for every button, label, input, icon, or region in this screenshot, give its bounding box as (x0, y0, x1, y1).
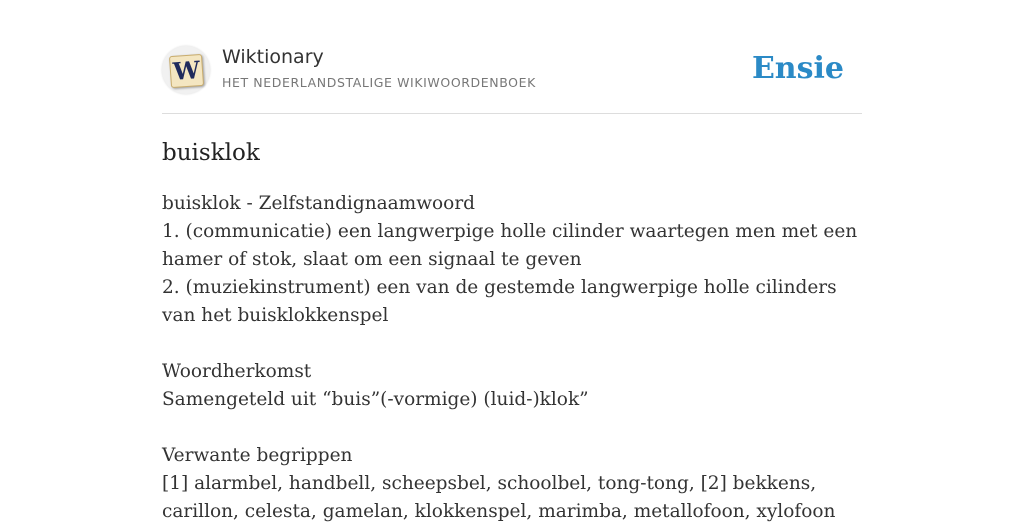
related-heading: Verwante begrippen (162, 445, 353, 466)
site-header (162, 0, 862, 114)
definition-2: 2. (muziekinstrument) een van de gestemde langwerpige holle cilinders van het buisklokkenspel (162, 277, 837, 326)
definition-1: 1. (communicatie) een langwerpige holle cilinder waartegen men met een hamer of stok, slaat om een signaal te geven (162, 221, 858, 270)
wiktionary-logo-icon: W (169, 54, 204, 88)
spacer (162, 414, 862, 442)
wiktionary-logo[interactable] (162, 46, 210, 94)
entry-body (162, 190, 862, 526)
etymology-heading: Woordherkomst (162, 361, 312, 382)
entry-title: buisklok (162, 140, 260, 166)
related-text: [1] alarmbel, handbell, scheepsbel, schoolbel, tong-tong, [2] bekkens, carillon, celesta, gamelan, klokkenspel, marimba, metallofoon, xylofoon (162, 473, 836, 522)
site-subtitle: HET NEDERLANDSTALIGE WIKIWOORDENBOEK (222, 75, 536, 90)
spacer (162, 330, 862, 358)
ensie-brand-link[interactable]: Ensie (751, 51, 844, 86)
site-title[interactable]: Wiktionary (222, 46, 324, 68)
page (162, 0, 862, 526)
entry-heading-line: buisklok - Zelfstandignaamwoord (162, 193, 476, 214)
etymology-text: Samengeteld uit “buis”(-vormige) (luid-)klok” (162, 389, 589, 410)
entry-content (162, 138, 862, 526)
